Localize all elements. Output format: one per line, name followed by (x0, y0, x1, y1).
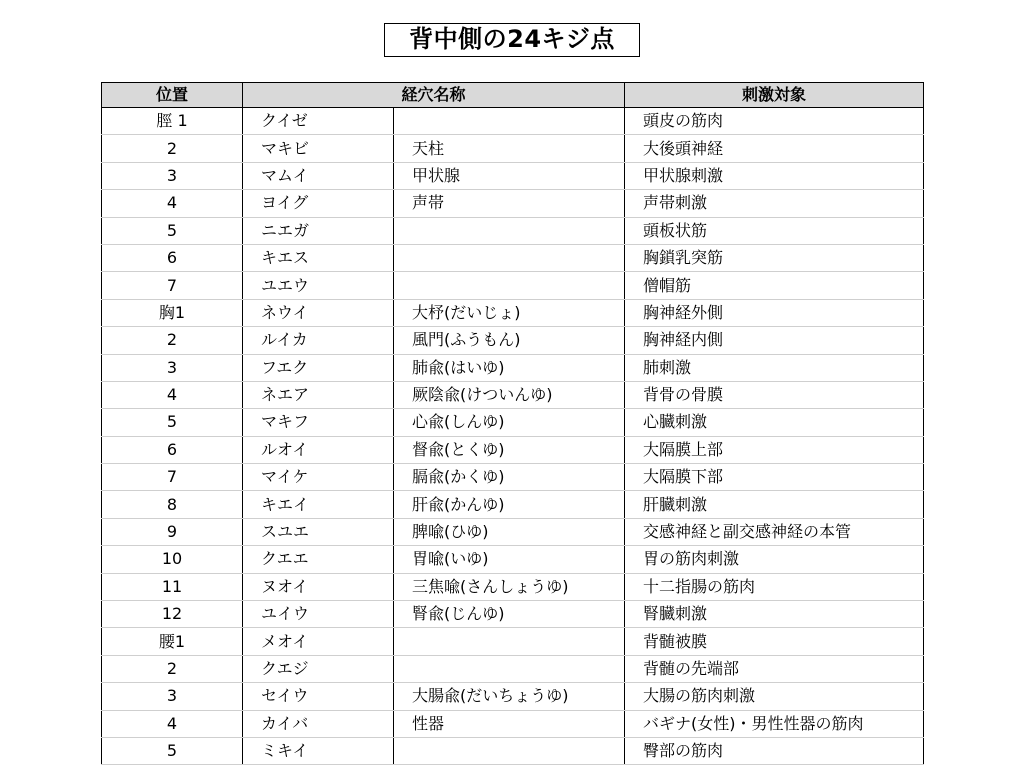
table-row (102, 683, 924, 710)
target-cell: 甲状腺刺激 (625, 162, 924, 189)
position-cell: 4 (102, 190, 243, 217)
position-cell: 脛 1 (102, 108, 243, 135)
position-cell: 7 (102, 272, 243, 299)
point-name-cell (394, 217, 625, 244)
table-row (102, 244, 924, 271)
target-cell: 肺刺激 (625, 354, 924, 381)
point-name-cell: 督兪(とくゆ) (394, 436, 625, 463)
target-cell: 大後頭神経 (625, 135, 924, 162)
acupoint-table-container (101, 82, 923, 765)
point-name-cell: 三焦喩(さんしょうゆ) (394, 573, 625, 600)
kana-cell: ルイカ (243, 327, 394, 354)
target-cell: 胃の筋肉刺激 (625, 546, 924, 573)
kana-cell: マキビ (243, 135, 394, 162)
kana-cell: マムイ (243, 162, 394, 189)
position-cell: 2 (102, 655, 243, 682)
table-row (102, 381, 924, 408)
kana-cell: ネウイ (243, 299, 394, 326)
point-name-cell: 心兪(しんゆ) (394, 409, 625, 436)
kana-cell: メオイ (243, 628, 394, 655)
table-row (102, 573, 924, 600)
position-cell: 4 (102, 710, 243, 737)
point-name-cell: 性器 (394, 710, 625, 737)
kana-cell: ユイウ (243, 601, 394, 628)
position-cell: 5 (102, 409, 243, 436)
target-cell: 交感神経と副交感神経の本管 (625, 518, 924, 545)
target-cell: 背骨の骨膜 (625, 381, 924, 408)
kana-cell: カイバ (243, 710, 394, 737)
target-cell: 心臓刺激 (625, 409, 924, 436)
kana-cell: スユエ (243, 518, 394, 545)
point-name-cell: 肝兪(かんゆ) (394, 491, 625, 518)
position-cell: 8 (102, 491, 243, 518)
target-cell: 腎臓刺激 (625, 601, 924, 628)
table-row (102, 190, 924, 217)
target-cell: 背髄の先端部 (625, 655, 924, 682)
position-cell: 2 (102, 327, 243, 354)
target-cell: 胸神経外側 (625, 299, 924, 326)
kana-cell: ミキイ (243, 737, 394, 764)
kana-cell: クエエ (243, 546, 394, 573)
kana-cell: ユエウ (243, 272, 394, 299)
position-cell: 6 (102, 244, 243, 271)
target-cell: 臀部の筋肉 (625, 737, 924, 764)
table-row (102, 162, 924, 189)
position-cell: 腰1 (102, 628, 243, 655)
point-name-cell: 腎兪(じんゆ) (394, 601, 625, 628)
target-cell: 大腸の筋肉刺激 (625, 683, 924, 710)
kana-cell: ヌオイ (243, 573, 394, 600)
point-name-cell: 大腸兪(だいちょうゆ) (394, 683, 625, 710)
point-name-cell (394, 108, 625, 135)
point-name-cell: 甲状腺 (394, 162, 625, 189)
point-name-cell (394, 272, 625, 299)
point-name-cell (394, 737, 625, 764)
point-name-cell (394, 244, 625, 271)
kana-cell: フエク (243, 354, 394, 381)
table-row (102, 436, 924, 463)
table-row (102, 108, 924, 135)
table-body (102, 108, 924, 765)
position-cell: 5 (102, 737, 243, 764)
target-cell: 僧帽筋 (625, 272, 924, 299)
point-name-cell: 厥陰兪(けついんゆ) (394, 381, 625, 408)
target-cell: 背髄被膜 (625, 628, 924, 655)
header-row (102, 83, 924, 108)
table-row (102, 354, 924, 381)
table-row (102, 299, 924, 326)
kana-cell: キエイ (243, 491, 394, 518)
target-cell: バギナ(女性)・男性性器の筋肉 (625, 710, 924, 737)
position-cell: 4 (102, 381, 243, 408)
point-name-cell: 天柱 (394, 135, 625, 162)
table-row (102, 601, 924, 628)
kana-cell: クエジ (243, 655, 394, 682)
position-cell: 3 (102, 354, 243, 381)
point-name-cell: 風門(ふうもん) (394, 327, 625, 354)
table-row (102, 518, 924, 545)
table-row (102, 327, 924, 354)
target-cell: 胸神経内側 (625, 327, 924, 354)
table-row (102, 655, 924, 682)
position-cell: 3 (102, 683, 243, 710)
point-name-cell: 肺兪(はいゆ) (394, 354, 625, 381)
table-row (102, 546, 924, 573)
kana-cell: ニエガ (243, 217, 394, 244)
position-cell: 3 (102, 162, 243, 189)
position-cell: 2 (102, 135, 243, 162)
kana-cell: セイウ (243, 683, 394, 710)
table-row (102, 217, 924, 244)
table-row (102, 464, 924, 491)
table-row (102, 710, 924, 737)
kana-cell: ルオイ (243, 436, 394, 463)
point-name-cell (394, 655, 625, 682)
kana-cell: ネエア (243, 381, 394, 408)
table-row (102, 628, 924, 655)
table-row (102, 272, 924, 299)
page-title: 背中側の24キジ点 (384, 23, 640, 57)
position-cell: 胸1 (102, 299, 243, 326)
header-position: 位置 (102, 83, 243, 108)
kana-cell: マイケ (243, 464, 394, 491)
kana-cell: ヨイグ (243, 190, 394, 217)
table-row (102, 135, 924, 162)
table-row (102, 409, 924, 436)
target-cell: 頭皮の筋肉 (625, 108, 924, 135)
table-header (102, 83, 924, 108)
target-cell: 大隔膜上部 (625, 436, 924, 463)
position-cell: 11 (102, 573, 243, 600)
target-cell: 胸鎖乳突筋 (625, 244, 924, 271)
point-name-cell: 大杼(だいじょ) (394, 299, 625, 326)
point-name-cell: 脾喩(ひゆ) (394, 518, 625, 545)
position-cell: 9 (102, 518, 243, 545)
target-cell: 大隔膜下部 (625, 464, 924, 491)
target-cell: 十二指腸の筋肉 (625, 573, 924, 600)
target-cell: 頭板状筋 (625, 217, 924, 244)
target-cell: 声帯刺激 (625, 190, 924, 217)
position-cell: 6 (102, 436, 243, 463)
kana-cell: クイゼ (243, 108, 394, 135)
table-row (102, 491, 924, 518)
header-point-name: 経穴名称 (243, 83, 625, 108)
point-name-cell: 声帯 (394, 190, 625, 217)
position-cell: 7 (102, 464, 243, 491)
position-cell: 10 (102, 546, 243, 573)
header-target: 刺激対象 (625, 83, 924, 108)
acupoint-table (101, 82, 924, 765)
kana-cell: マキフ (243, 409, 394, 436)
point-name-cell: 膈兪(かくゆ) (394, 464, 625, 491)
target-cell: 肝臓刺激 (625, 491, 924, 518)
position-cell: 12 (102, 601, 243, 628)
position-cell: 5 (102, 217, 243, 244)
table-row (102, 737, 924, 764)
kana-cell: キエス (243, 244, 394, 271)
point-name-cell (394, 628, 625, 655)
point-name-cell: 胃喩(いゆ) (394, 546, 625, 573)
